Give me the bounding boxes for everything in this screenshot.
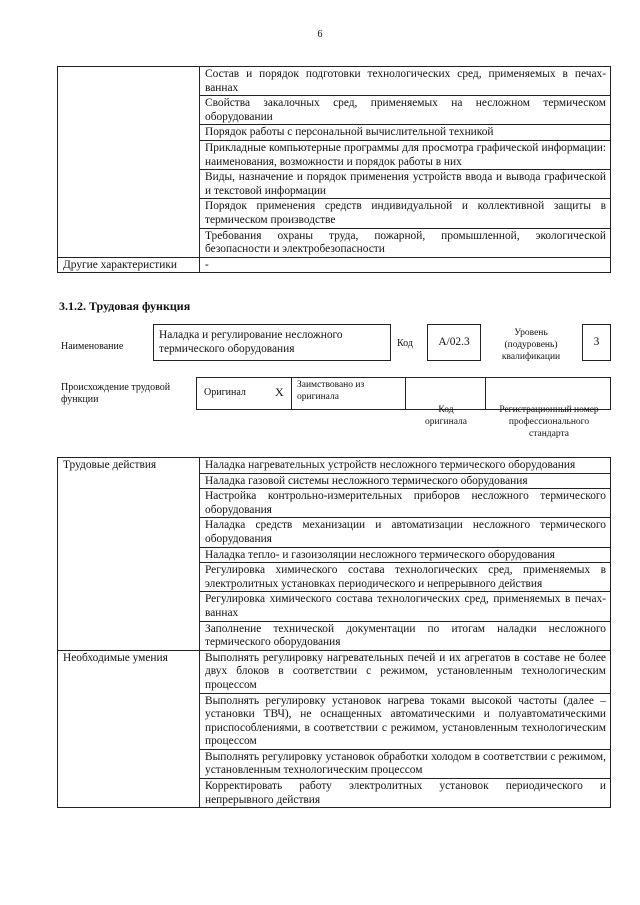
original-label: Оригинал (204, 387, 246, 398)
row-item: Состав и порядок подготовки технологических сред, применяемых в печах-ваннах (200, 67, 611, 96)
row-item: Корректировать работу электролитных установок периодического и непрерывного действия (200, 779, 611, 808)
code-original-caption: Код оригинала (425, 405, 467, 427)
reg-number-caption: Регистрационный номер профессионального стандарта (499, 405, 599, 439)
row-item: Выполнять регулировку нагревательных печей и их агрегатов в составе не более двух блоков в соответствии с режимом, установленным технологическим процессом (200, 650, 611, 693)
origin-label: Происхождение трудовой функции (61, 382, 171, 405)
row-item: Заполнение технической документации по итогам наладки несложного термического оборудования (200, 621, 611, 650)
table-row (58, 257, 611, 273)
row-item: Регулировка химического состава технологических сред, применяемых в электролитных установках периодического и непрерывного действия (200, 563, 611, 592)
row-item: Виды, назначение и порядок применения устройств ввода и вывода графической и текстовой информации (200, 170, 611, 199)
row-item: Требования охраны труда, пожарной, промышленной, экологической безопасности и электробезопасности (200, 228, 611, 257)
borrowed-label: Заимствовано из оригинала (297, 380, 365, 402)
row-label (58, 67, 200, 258)
row-item: Свойства закалочных сред, применяемых на несложном термическом оборудовании (200, 96, 611, 125)
level-box (582, 324, 611, 361)
row-item: Настройка контрольно-измерительных приборов несложного термического оборудования (200, 489, 611, 518)
row-item: Выполнять регулировку установок нагрева токами высокой частоты (далее – установки ТВЧ), не оснащенных автоматическими и полуавтоматическими приспособлениями, в соответствии с режимом, установленным технологическим процессом (200, 693, 611, 749)
function-details-table (57, 457, 611, 808)
name-label: Наименование (61, 341, 124, 352)
level-value: 3 (593, 336, 600, 348)
function-code-value: A/02.3 (438, 336, 470, 348)
table-row (58, 458, 611, 474)
row-label: Необходимые умения (58, 650, 200, 808)
function-code-box (427, 324, 481, 361)
function-name-box (153, 324, 391, 361)
row-item: Наладка тепло- и газоизоляции несложного термического оборудования (200, 547, 611, 563)
table-row (58, 650, 611, 693)
section-heading: 3.1.2. Трудовая функция (59, 299, 191, 313)
row-item: Наладка газовой системы несложного термического оборудования (200, 473, 611, 489)
row-item: Выполнять регулировку установок обработки холодом в соответствии с режимом, установленным технологическим процессом (200, 749, 611, 778)
row-item: - (200, 257, 611, 273)
row-item: Наладка нагревательных устройств несложного термического оборудования (200, 458, 611, 474)
knowledge-table (57, 66, 611, 273)
original-mark: X (275, 385, 284, 399)
function-name-value: Наладка и регулирование несложного термического оборудования (159, 329, 343, 355)
row-item: Наладка средств механизации и автоматизации несложного термического оборудования (200, 518, 611, 547)
row-item: Порядок применения средств индивидуальной и коллективной защиты в термическом производстве (200, 199, 611, 228)
row-item: Прикладные компьютерные программы для просмотра графической информации: наименования, возможности и порядок работы в них (200, 140, 611, 169)
page-number: 6 (317, 29, 323, 40)
row-label: Другие характеристики (58, 257, 200, 273)
row-item: Порядок работы с персональной вычислительной техникой (200, 125, 611, 141)
table-row (58, 67, 611, 96)
level-label: Уровень (подуровень) квалификации (501, 328, 561, 362)
code-label: Код (397, 338, 413, 349)
origin-borrowed-box (291, 377, 406, 410)
origin-original-box (196, 377, 292, 410)
row-label: Трудовые действия (58, 458, 200, 651)
row-item: Регулировка химического состава технологических сред, применяемых в печах-ваннах (200, 592, 611, 621)
